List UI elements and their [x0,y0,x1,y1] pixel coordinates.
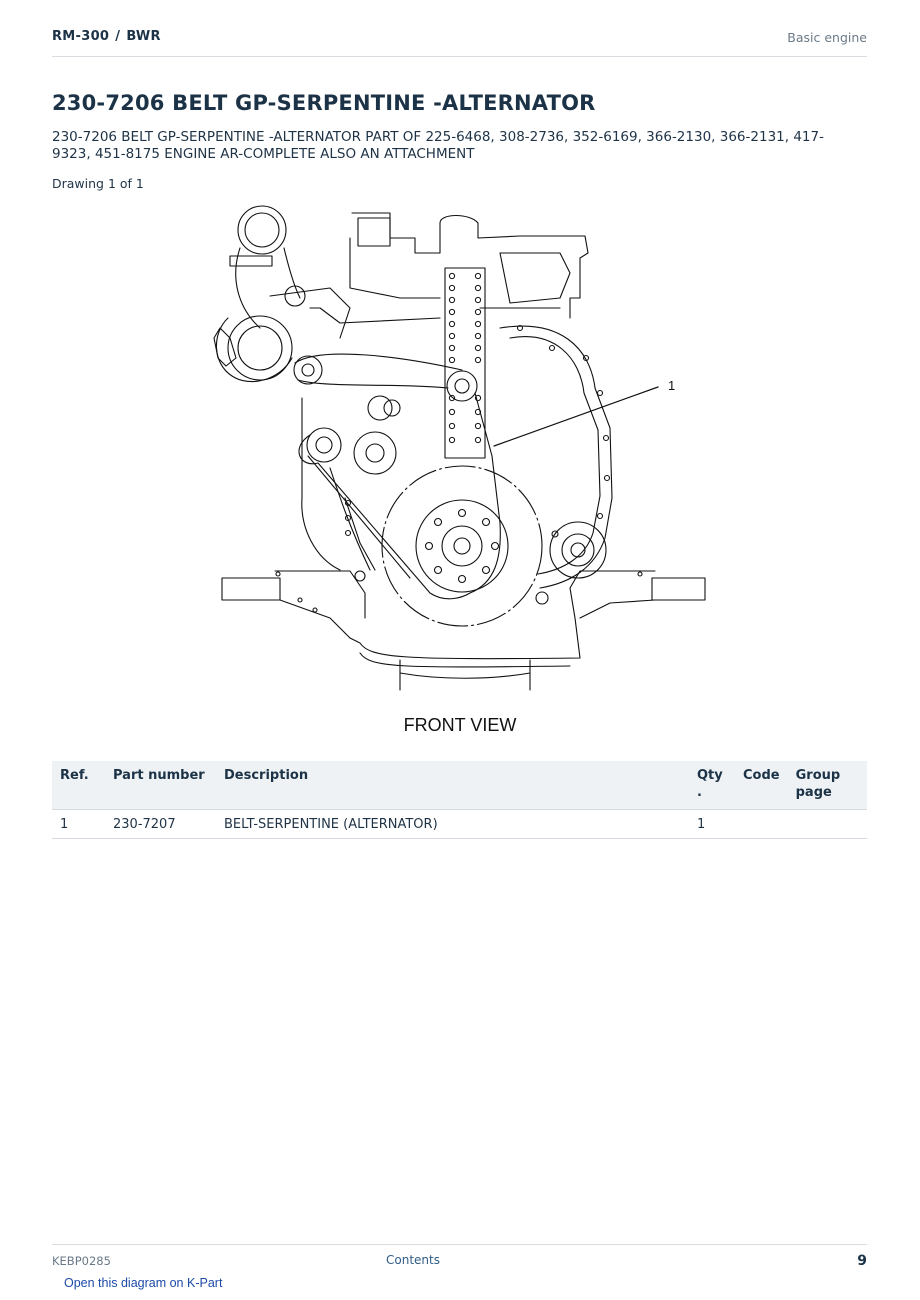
page-subtitle: 230-7206 BELT GP-SERPENTINE -ALTERNATOR PART OF 225-6468, 308-2736, 352-6169, 366-2130, 366-2131, 417-9323, 451-8175 ENGINE AR-COMPLETE ALSO AN ATTACHMENT [52,129,824,162]
drawing-count: Drawing 1 of 1 [52,176,144,191]
callout-leader-line [494,387,658,446]
breadcrumb [52,29,161,44]
cell-code [735,810,788,839]
bracket-bolt-holes [449,273,480,442]
contents-link[interactable]: Contents [386,1253,440,1267]
document-id: KEBP0285 [52,1254,111,1268]
cell-description: BELT-SERPENTINE (ALTERNATOR) [216,810,689,839]
table-row[interactable] [52,810,867,839]
front-cover-drawing [500,326,612,589]
belt-drive-drawing [294,354,500,599]
callout-number[interactable]: 1 [668,378,676,393]
cell-group-page [788,810,867,839]
page-title: 230-7206 BELT GP-SERPENTINE -ALTERNATOR [52,91,596,115]
engine-front-view-drawing [200,198,720,718]
water-pump-drawing [550,522,606,578]
page-header [52,28,867,57]
parts-table [52,761,867,839]
column-header-description: Description [216,761,689,810]
column-header-part-number: Part number [105,761,216,810]
kpart-link[interactable]: Open this diagram on K-Part [64,1276,223,1290]
breadcrumb-serial-prefix[interactable]: BWR [126,29,161,44]
breadcrumb-separator: / [115,29,121,44]
parts-diagram [200,198,720,743]
page-number: 9 [857,1253,867,1269]
cell-ref: 1 [52,810,105,839]
column-header-ref: Ref. [52,761,105,810]
engine-mounts-drawing [222,571,705,690]
section-name: Basic engine [787,30,867,45]
breadcrumb-model[interactable]: RM-300 [52,29,110,44]
view-label: FRONT VIEW [403,715,517,735]
crankshaft-damper-drawing [382,466,542,626]
turbocharger-drawing [214,206,350,382]
page-footer [52,1244,867,1275]
column-header-qty: Qty . [689,761,735,810]
cell-qty: 1 [689,810,735,839]
column-header-group-page: Group page [788,761,867,810]
engine-side-drawing [302,398,375,570]
table-header-row [52,761,867,810]
column-header-code: Code [735,761,788,810]
cell-part-number[interactable]: 230-7207 [105,810,216,839]
